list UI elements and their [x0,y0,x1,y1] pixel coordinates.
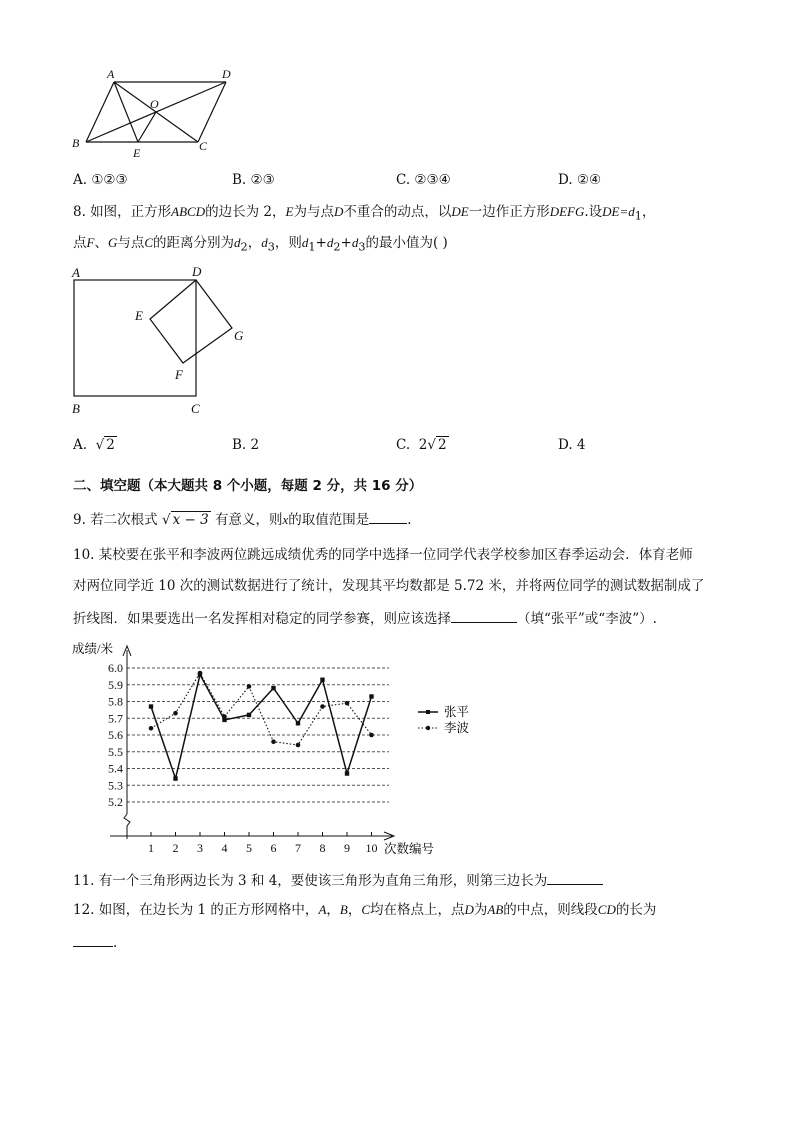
side-ab [86,82,114,142]
axis-break [124,814,130,839]
legend-marker-zhangping [426,710,430,714]
label-e: E [135,308,143,323]
answer-blank[interactable] [369,509,407,524]
q8-line2: 点F、G与点C的距离分别为$d_2$，$d_3$，则$d_1+d_2+d_3$的最小值为( ) [73,235,448,254]
data-point [345,771,349,775]
y-tick-label: 5.9 [108,677,123,692]
data-point [296,743,301,748]
y-tick-label: 5.2 [108,795,123,809]
x-tick-label: 1 [148,841,154,855]
sqrt-symbol: √ 2 [95,437,115,453]
y-tick-label: 5.4 [108,761,123,776]
q12-line2: . [73,932,117,952]
data-point [149,726,154,731]
y-tick-label: 6.0 [108,661,123,675]
data-point [296,721,300,725]
y-tick-label: 5.3 [108,778,123,793]
figure-parallelogram [66,62,246,162]
q7-option-a: A. ①②③ [73,172,128,188]
data-point [369,694,373,698]
x-tick-label: 10 [365,841,378,855]
q8-line1: 8. 如图，正方形ABCD的边长为 2，E为与点D不重合的动点，以DE一边作正方形DEFG.设$DE=d_1$， [73,204,656,223]
y-tick-label: 5.5 [108,744,123,759]
data-point [320,704,325,709]
x-tick-label: 8 [319,841,326,855]
label-a: A [107,67,115,81]
label-f: F [175,367,183,382]
q10-line1: 10. 某校要在张平和李波两位跳远成绩优秀的同学中选择一位同学代表学校参加区春季运动会．体育老师 [73,547,693,563]
x-tick-label: 6 [270,841,277,855]
q8-option-c: C. 2√ 2 [396,437,447,453]
line-chart [66,636,470,864]
label-e: E [133,146,141,160]
side-dc [198,82,226,142]
q11-text: 11. 有一个三角形两边长为 3 和 4，要使该三角形为直角三角形，则第三边长为 [73,870,603,890]
y-tick-label: 5.8 [108,694,123,709]
x-axis-label: 次数编号 [384,842,435,856]
x-tick-label: 5 [246,841,252,855]
y-axis-label: 成绩/米 [72,642,113,656]
q9-text: 9. 若二次根式 √ x − 3 有意义，则x的取值范围是 . [73,509,412,529]
label-b: B [72,136,80,150]
x-tick-label: 7 [295,841,301,855]
x-tick-label: 2 [172,841,179,855]
q10-line2: 对两位同学近 10 次的测试数据进行了统计，发现其平均数都是 5.72 米，并将两位同学的测试数据制成了 [73,578,705,594]
label-c: C [191,401,200,416]
q8-option-d: D. 4 [558,437,586,453]
figure-squares [66,262,256,420]
data-point [173,776,177,780]
label-g: G [234,328,244,343]
legend-marker-libo [426,726,430,730]
q8-option-a: A. √ 2 [73,437,115,453]
data-point [247,713,251,717]
q7-option-c: C. ②③④ [396,172,451,188]
square-defg [150,280,232,363]
q8-option-b: B. 2 [232,437,260,453]
y-tick-label: 5.6 [108,728,123,742]
data-point [345,701,350,706]
section-title: 二、填空题（本大题共 8 个小题，每题 2 分，共 16 分） [73,478,423,494]
data-point [173,711,178,716]
answer-blank[interactable] [547,870,603,885]
data-point [222,714,227,719]
x-tick-label: 3 [197,841,203,855]
data-point [369,733,374,738]
label-d: D [192,264,202,279]
legend-label-libo: 李波 [444,721,470,735]
legend-label-zhangping: 张平 [444,705,470,719]
data-point [271,739,276,744]
x-tick-label: 4 [221,841,228,855]
label-a: A [72,265,80,280]
data-point [320,678,324,682]
label-b: B [72,401,80,416]
data-point [149,704,153,708]
data-point [271,686,275,690]
label-o: O [150,97,159,111]
answer-blank[interactable] [73,932,113,947]
label-d: D [222,67,231,81]
q7-option-d: D. ②④ [558,172,602,188]
label-c: C [199,139,208,153]
q12-line1: 12. 如图，在边长为 1 的正方形网格中，A，B，C均在格点上，点D为AB的中点，则线段CD的长为 [73,902,657,918]
answer-blank[interactable] [451,608,517,623]
x-tick-label: 9 [344,841,350,855]
series-line-libo [151,673,372,745]
y-tick-label: 5.7 [108,711,123,726]
sqrt-symbol: √ 2 [427,437,447,453]
q7-option-b: B. ②③ [232,172,275,188]
data-point [198,671,203,676]
data-point [247,684,252,689]
q10-line3: 折线图．如果要选出一名发挥相对稳定的同学参赛，则应该选择 （填“张平”或“李波”）. [73,608,657,628]
series-line-zhangping [151,675,372,779]
sqrt-symbol: √ x − 3 [161,512,209,528]
